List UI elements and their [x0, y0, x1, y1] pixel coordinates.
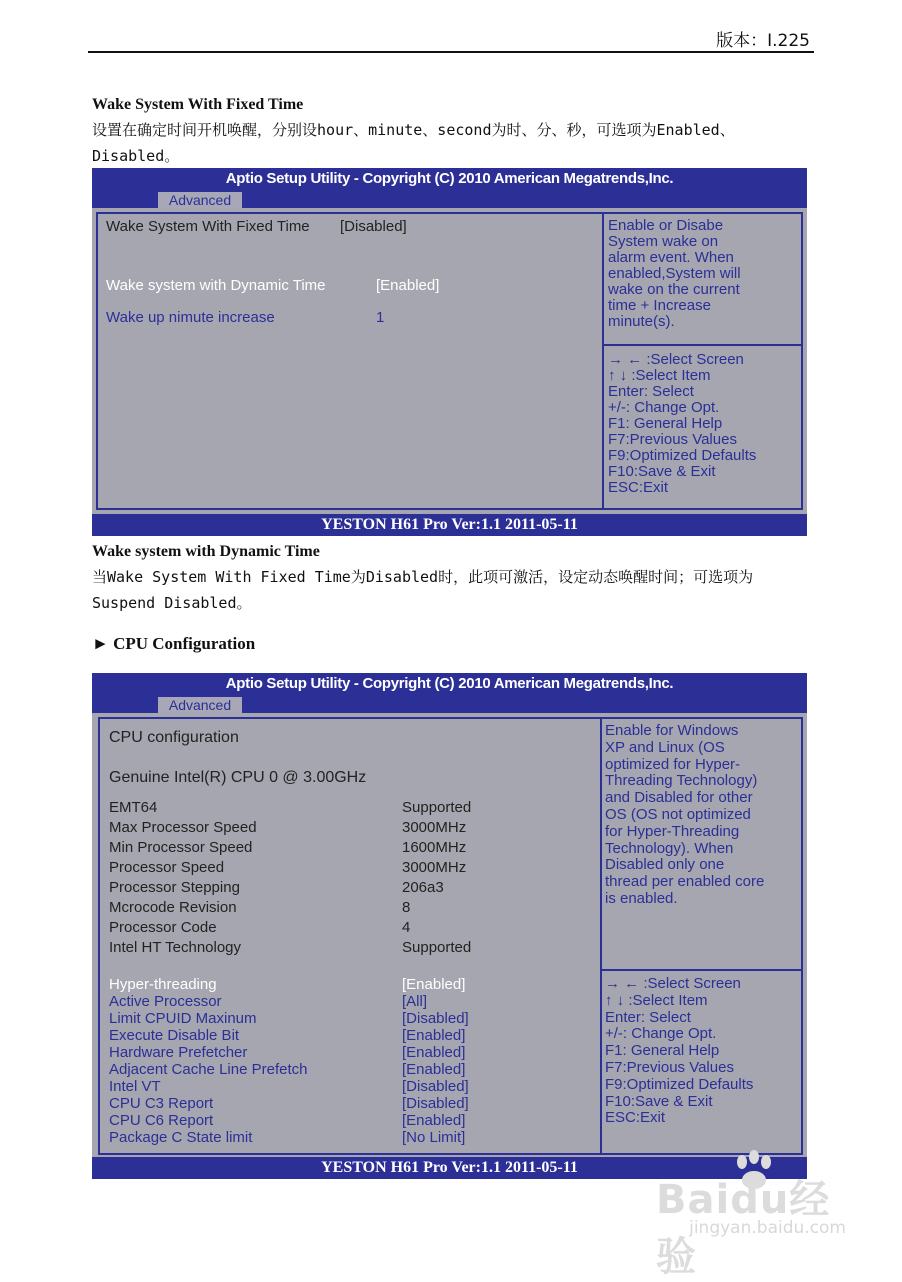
item-wake-dynamic-label[interactable]: Wake system with Dynamic Time — [106, 277, 326, 294]
info-value: 3000MHz — [402, 859, 467, 876]
info-label: Min Processor Speed — [109, 839, 253, 856]
option-value-hyper-threading[interactable]: [Enabled] — [402, 976, 466, 993]
watermark-logo: Baidu经验 — [656, 1177, 831, 1280]
option-label[interactable]: Intel VT — [109, 1078, 161, 1095]
tab-advanced[interactable]: Advanced — [158, 697, 242, 713]
info-label: Processor Stepping — [109, 879, 240, 896]
item-wake-fixed-value[interactable]: [Disabled] — [340, 218, 407, 235]
info-label: Max Processor Speed — [109, 819, 257, 836]
header-rule — [88, 51, 814, 53]
bios-screenshot-cpu — [92, 673, 807, 1179]
help-description: Enable or Disabe System wake on alarm event. When enabled,System will wake on the current time + Increase minute(s). — [608, 217, 741, 330]
bios-tab-row — [92, 695, 807, 713]
info-value: 8 — [402, 899, 411, 916]
bios-frame — [98, 717, 803, 1155]
section-desc-wake-fixed: 设置在确定时间开机唤醒，分别设hour、minute、second为时、分、秒，可选项为Enabled、Disabled。 — [92, 121, 735, 165]
bios-screenshot-wake — [92, 168, 807, 536]
info-value: 3000MHz — [402, 819, 467, 836]
cpu-config-heading: CPU configuration — [109, 729, 239, 746]
section-desc-wake-dynamic: 当Wake System With Fixed Time为Disabled时，此项可激活，设定动态唤醒时间；可选项为Suspend Disabled。 — [92, 568, 754, 612]
option-value[interactable]: [Enabled] — [402, 1061, 466, 1078]
document-version: 版本：I.225 — [716, 31, 810, 51]
option-label[interactable]: Limit CPUID Maxinum — [109, 1010, 257, 1027]
help-panel — [600, 719, 803, 1153]
section-title-cpu-config: ► CPU Configuration — [92, 634, 256, 653]
info-value: Supported — [402, 939, 472, 956]
option-value[interactable]: [Enabled] — [402, 1044, 466, 1061]
option-label[interactable]: Package C State limit — [109, 1129, 253, 1146]
info-label: Processor Code — [109, 919, 217, 936]
item-wake-dynamic-value[interactable]: [Enabled] — [376, 277, 440, 294]
item-wake-fixed-label[interactable]: Wake System With Fixed Time — [106, 218, 310, 235]
option-value[interactable]: [Enabled] — [402, 1112, 466, 1129]
bios-title: Aptio Setup Utility - Copyright (C) 2010 American Megatrends,Inc. — [225, 170, 674, 187]
baidu-watermark — [656, 1150, 846, 1280]
option-value[interactable]: [Disabled] — [402, 1078, 469, 1095]
option-label[interactable]: CPU C3 Report — [109, 1095, 214, 1112]
watermark-url: jingyan.baidu.com — [689, 1218, 846, 1238]
section-title-wake-fixed: Wake System With Fixed Time — [92, 96, 304, 113]
info-label: EMT64 — [109, 799, 158, 816]
option-value[interactable]: [Disabled] — [402, 1095, 469, 1112]
info-label: Intel HT Technology — [109, 939, 242, 956]
info-value: 4 — [402, 919, 411, 936]
option-label-hyper-threading[interactable]: Hyper-threading — [109, 976, 217, 993]
info-value: Supported — [402, 799, 472, 816]
info-value: 1600MHz — [402, 839, 467, 856]
help-panel — [602, 214, 803, 508]
key-legend: → ← :Select Screen ↑ ↓ :Select Item Enter: Select +/-: Change Opt. F1: General Help F7:Previous Values F9:Optimized Defaults F10:Save & Exit ESC:Exit — [608, 351, 757, 496]
tab-advanced[interactable]: Advanced — [158, 192, 242, 208]
option-value[interactable]: [All] — [402, 993, 428, 1010]
option-label[interactable]: Hardware Prefetcher — [109, 1044, 248, 1061]
option-label[interactable]: Active Processor — [109, 993, 222, 1010]
help-divider — [602, 969, 803, 971]
bios-tab-row — [92, 190, 807, 208]
help-description: Enable for Windows XP and Linux (OS optimized for Hyper- Threading Technology) and Disabled for other OS (OS not optimized for Hyper-Threading Technology). When Disabled only one thread per enabled core is enabled. — [605, 722, 765, 907]
bios-footer: YESTON H61 Pro Ver:1.1 2011-05-11 — [92, 1157, 807, 1179]
option-label[interactable]: Execute Disable Bit — [109, 1027, 240, 1044]
info-value: 206a3 — [402, 879, 444, 896]
option-label[interactable]: Adjacent Cache Line Prefetch — [109, 1061, 308, 1078]
info-label: Processor Speed — [109, 859, 225, 876]
bios-body — [92, 208, 807, 514]
help-divider — [604, 344, 803, 346]
bios-footer: YESTON H61 Pro Ver:1.1 2011-05-11 — [92, 514, 807, 536]
option-value[interactable]: [Disabled] — [402, 1010, 469, 1027]
key-legend: → ← :Select Screen ↑ ↓ :Select Item Enter: Select +/-: Change Opt. F1: General Help F7:Previous Values F9:Optimized Defaults F10:Save & Exit ESC:Exit — [605, 975, 754, 1127]
option-value[interactable]: [Enabled] — [402, 1027, 466, 1044]
item-wake-increase-label[interactable]: Wake up nimute increase — [106, 309, 275, 326]
info-label: Mcrocode Revision — [109, 899, 237, 916]
bios-body — [92, 713, 807, 1157]
option-label[interactable]: CPU C6 Report — [109, 1112, 214, 1129]
option-value[interactable]: [No Limit] — [402, 1129, 466, 1146]
section-title-wake-dynamic: Wake system with Dynamic Time — [92, 543, 320, 560]
cpu-model: Genuine Intel(R) CPU 0 @ 3.00GHz — [109, 769, 367, 786]
bios-frame — [96, 212, 803, 510]
bios-title: Aptio Setup Utility - Copyright (C) 2010 American Megatrends,Inc. — [225, 675, 674, 692]
item-wake-increase-value[interactable]: 1 — [376, 309, 385, 326]
